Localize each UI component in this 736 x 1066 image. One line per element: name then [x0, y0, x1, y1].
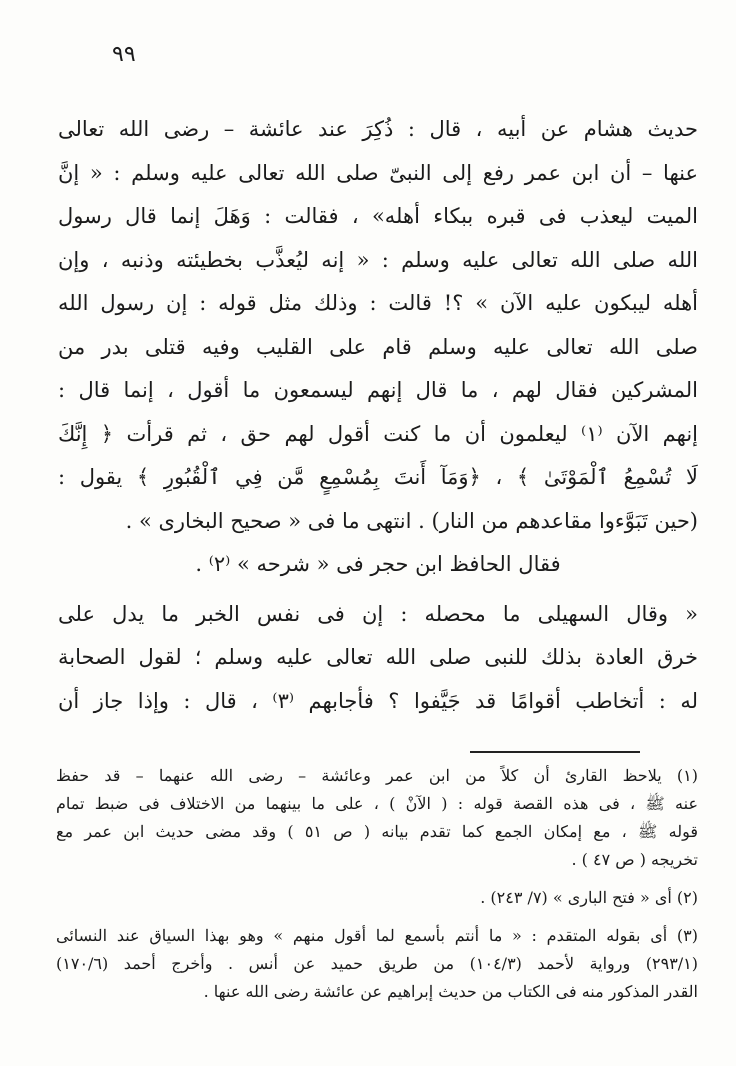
text-line: الميت ليعذب فى قبره ببكاء أهله» ، فقالت : وَهَلَ إنما قال رسول: [58, 204, 698, 228]
footnote-1: [56, 762, 698, 874]
footnote-line: (١) يلاحظ القارئ أن كلاً من ابن عمر وعائشة – رضى الله عنهما – قد حفظ: [56, 766, 698, 785]
text-line: المشركين فقال لهم ، ما قال إنهم ليسمعون ما أقول ، إنما قال :: [58, 378, 698, 402]
text-line: الله صلى الله تعالى عليه وسلم : « إنه ليُعذَّب بخطيئته وذنبه ، وإن: [58, 247, 698, 272]
text-line: عنها – أن ابن عمر رفع إلى النبىّ صلى الله تعالى عليه وسلم : « إنَّ: [58, 160, 698, 185]
footnote-line: القدر المذكور منه فى الكتاب من حديث إبراهيم عن عائشة رضى الله عنها .: [203, 982, 698, 1001]
footnote-line: (٢٩٣/١) ورواية لأحمد (١٠٤/٣) من طريق حميد عن أنس . وأخرج أحمد (١٧٠/٦): [56, 954, 698, 973]
text-line: حديث هشام عن أبيه ، قال : ذُكِرَ عند عائشة – رضى الله تعالى: [58, 117, 698, 141]
footnote-3: [56, 922, 698, 1006]
footnote-line: عنه ﷺ ، فى هذه القصة قوله : ( الآنْ ) ، على ما بينهما من الاختلاف فى ضبط تمام: [56, 794, 698, 813]
page-number: ٩٩: [112, 42, 136, 67]
footnote-2: [56, 884, 698, 912]
text-line: أهله ليبكون عليه الآن » ؟! قالت : وذلك مثل قوله : إن رسول الله: [58, 291, 698, 315]
footnote-line: تخريجه ( ص ٤٧ ) .: [571, 850, 698, 869]
text-line: له : أتخاطب أقوامًا قد جَيَّفوا ؟ فأجابهم ⁽٣⁾ ، قال : وإذا جاز أن: [58, 688, 698, 713]
text-line: إنهم الآن ⁽١⁾ ليعلمون أن ما كنت أقول لهم حق ، ثم قرأت ﴿ إِنَّكَ: [58, 421, 698, 446]
footnotes: [56, 762, 698, 1006]
text-line: صلى الله تعالى عليه وسلم قام على القليب وفيه قتلى بدر من: [58, 334, 698, 359]
footnote-line: (٢) أى « فتح البارى » (٧/ ٢٤٣) .: [480, 888, 698, 907]
main-text: [58, 108, 698, 723]
footnote-line: قوله ﷺ ، مع إمكان الجمع كما تقدم بيانه ( ص ٥١ ) وقد مضى حديث ابن عمر مع: [56, 822, 698, 841]
footnote-separator: [470, 751, 640, 753]
citation-line: فقال الحافظ ابن حجر فى « شرحه » ⁽٢⁾ .: [195, 552, 561, 576]
quran-verse-line: لَا تُسْمِعُ ٱلْمَوْتَىٰ ﴾ ، ﴿وَمَآ أَنتَ بِمُسْمِعٍ مَّن فِي ٱلْقُبُورِ ﴾ يقول :: [58, 465, 698, 489]
text-line: « وقال السهيلى ما محصله : إن فى نفس الخبر ما يدل على: [58, 601, 698, 626]
text-line: خرق العادة بذلك للنبى صلى الله تعالى عليه وسلم ؛ لقول الصحابة: [58, 645, 698, 669]
footnote-line: (٣) أى بقوله المتقدم : « ما أنتم بأسمع لما أقول منهم » وهو بهذا السياق عند النسائى: [56, 926, 698, 945]
text-line: (حين تَبَوَّءوا مقاعدهم من النار) . انتهى ما فى « صحيح البخارى » .: [125, 508, 698, 533]
